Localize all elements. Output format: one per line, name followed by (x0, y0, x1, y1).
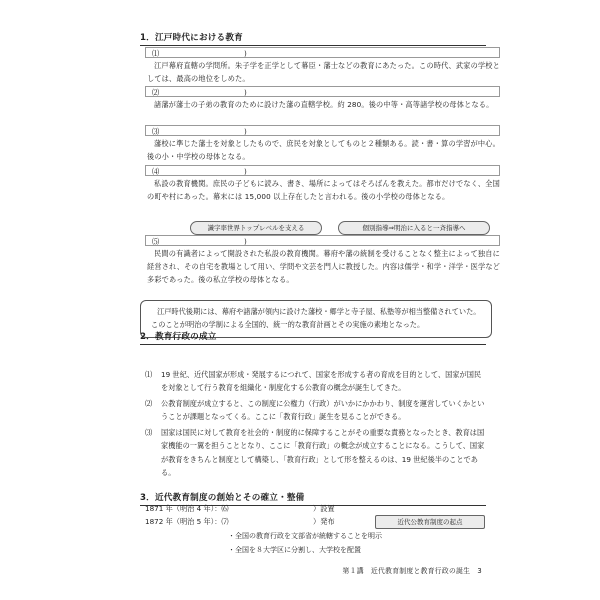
blank-2-close: ) (244, 88, 247, 97)
blank-2-num: ⑵ (152, 88, 160, 97)
blank-5-num: ⑸ (152, 237, 160, 246)
page-footer: 第１講 近代教育制度と教育行政の誕生 3 (342, 567, 482, 575)
section-1-title: 1．江戸時代における教育 (140, 31, 486, 46)
bullet-1: ・全国の教育行政を文部省が統轄することを明示 (228, 532, 382, 540)
blank-1-close: ) (244, 49, 247, 58)
summary-box: 江戸時代後期には、幕府や諸藩が領内に設けた藩校・郷学と寺子屋、私塾等が相当整備されていた。このことが明治の学制による全国的、統一的な教育計画とその実施の素地となった。 (140, 300, 492, 338)
section-3-title: 3．近代教育制度の創始とその確立・整備 (140, 491, 486, 506)
para-3: 藩校に準じた藩士を対象としたもので、庶民を対象としてものと２種類ある。読・書・算の学習が中心。後の小・中学校の母体となる。 (147, 139, 500, 162)
admin-item-1-text: 19 世紀、近代国家が形成・発展するにつれて、国家を形成する者の育成を目的として、国家が国民を対象として行う教育を組織化・制度化する公教育の概念が誕生してきた。 (161, 370, 482, 393)
blank-5-close: ) (244, 237, 247, 246)
admin-item-1 (140, 368, 486, 395)
admin-item-2-num: ⑵ (145, 399, 153, 408)
bullet-2: ・全国を８大学区に分割し、大学校を配置 (228, 546, 361, 554)
section-2-title: 2．教育行政の成立 (140, 330, 486, 345)
blank-4-close: ) (244, 167, 247, 176)
year-1871-suffix: ）設置 (313, 504, 335, 513)
blank-3 (145, 125, 500, 136)
public-education-origin-box: 近代公教育制度の起点 (375, 515, 485, 529)
year-1872-suffix: ）発布 (313, 517, 335, 526)
blank-2 (145, 86, 500, 97)
blank-4-num: ⑷ (152, 167, 160, 176)
para-1: 江戸幕府直轄の学問所。朱子学を正学として幕臣・藩士などの教育にあたった。この時代、武家の学校としては、最高の地位をしめた。 (147, 61, 500, 84)
blank-1-num: ⑴ (152, 49, 160, 58)
year-1872-label: 1872 年（明治 5 年）：⑺ (145, 517, 229, 526)
admin-item-3-text: 国家は国民に対して教育を社会的・制度的に保障することがその重要な責務となったとき、教育は国家機能の一翼を担うこととなり、ここに「教育行政」の概念が成立することになる。こうして、国家が教育をきちんと制度として構築し、「教育行政」として形を整えるのは、19 世紀後半のことである。 (161, 428, 485, 477)
literacy-note-pill: 識字率世界トップレベルを支える (190, 221, 322, 235)
blank-5 (145, 235, 500, 246)
admin-item-2 (140, 397, 486, 424)
para-2: 諸藩が藩士の子弟の教育のために設けた藩の直轄学校。約 280。後の中等・高等諸学校の母体となる。 (154, 100, 494, 109)
para-4: 私設の教育機関。庶民の子どもに読み、書き、場所によってはそろばんを教えた。都市だけでなく、全国の町や村にあった。幕末には 15,000 以上存在したと言われる。後の小学校の母体となる。 (147, 179, 500, 202)
blank-4 (145, 165, 500, 176)
blank-3-close: ) (244, 127, 247, 136)
para-5: 民間の有識者によって開設された私設の教育機関。幕府や藩の統制を受けることなく整主によって独自に経営され、その自宅を教場として用い、学問や文芸を門人に教授した。内容は儒学・和学・洋学・医学など多彩であった。後の私立学校の母体となる。 (147, 249, 500, 285)
blank-1 (145, 47, 500, 58)
blank-3-num: ⑶ (152, 127, 160, 136)
admin-item-3 (140, 426, 486, 479)
admin-item-1-num: ⑴ (145, 370, 153, 379)
admin-item-3-num: ⑶ (145, 428, 153, 437)
admin-item-2-text: 公教育制度が成立すると、この制度に公権力（行政）がいかにかかわり、制度を運営していくかということが課題となってくる。ここに「教育行政」誕生を見ることができる。 (161, 399, 485, 422)
instruction-note-pill: 個別指導⇒明治に入ると一斉指導へ (338, 221, 490, 235)
year-1871-label: 1871 年（明治 4 年）：⑹ (145, 504, 229, 513)
